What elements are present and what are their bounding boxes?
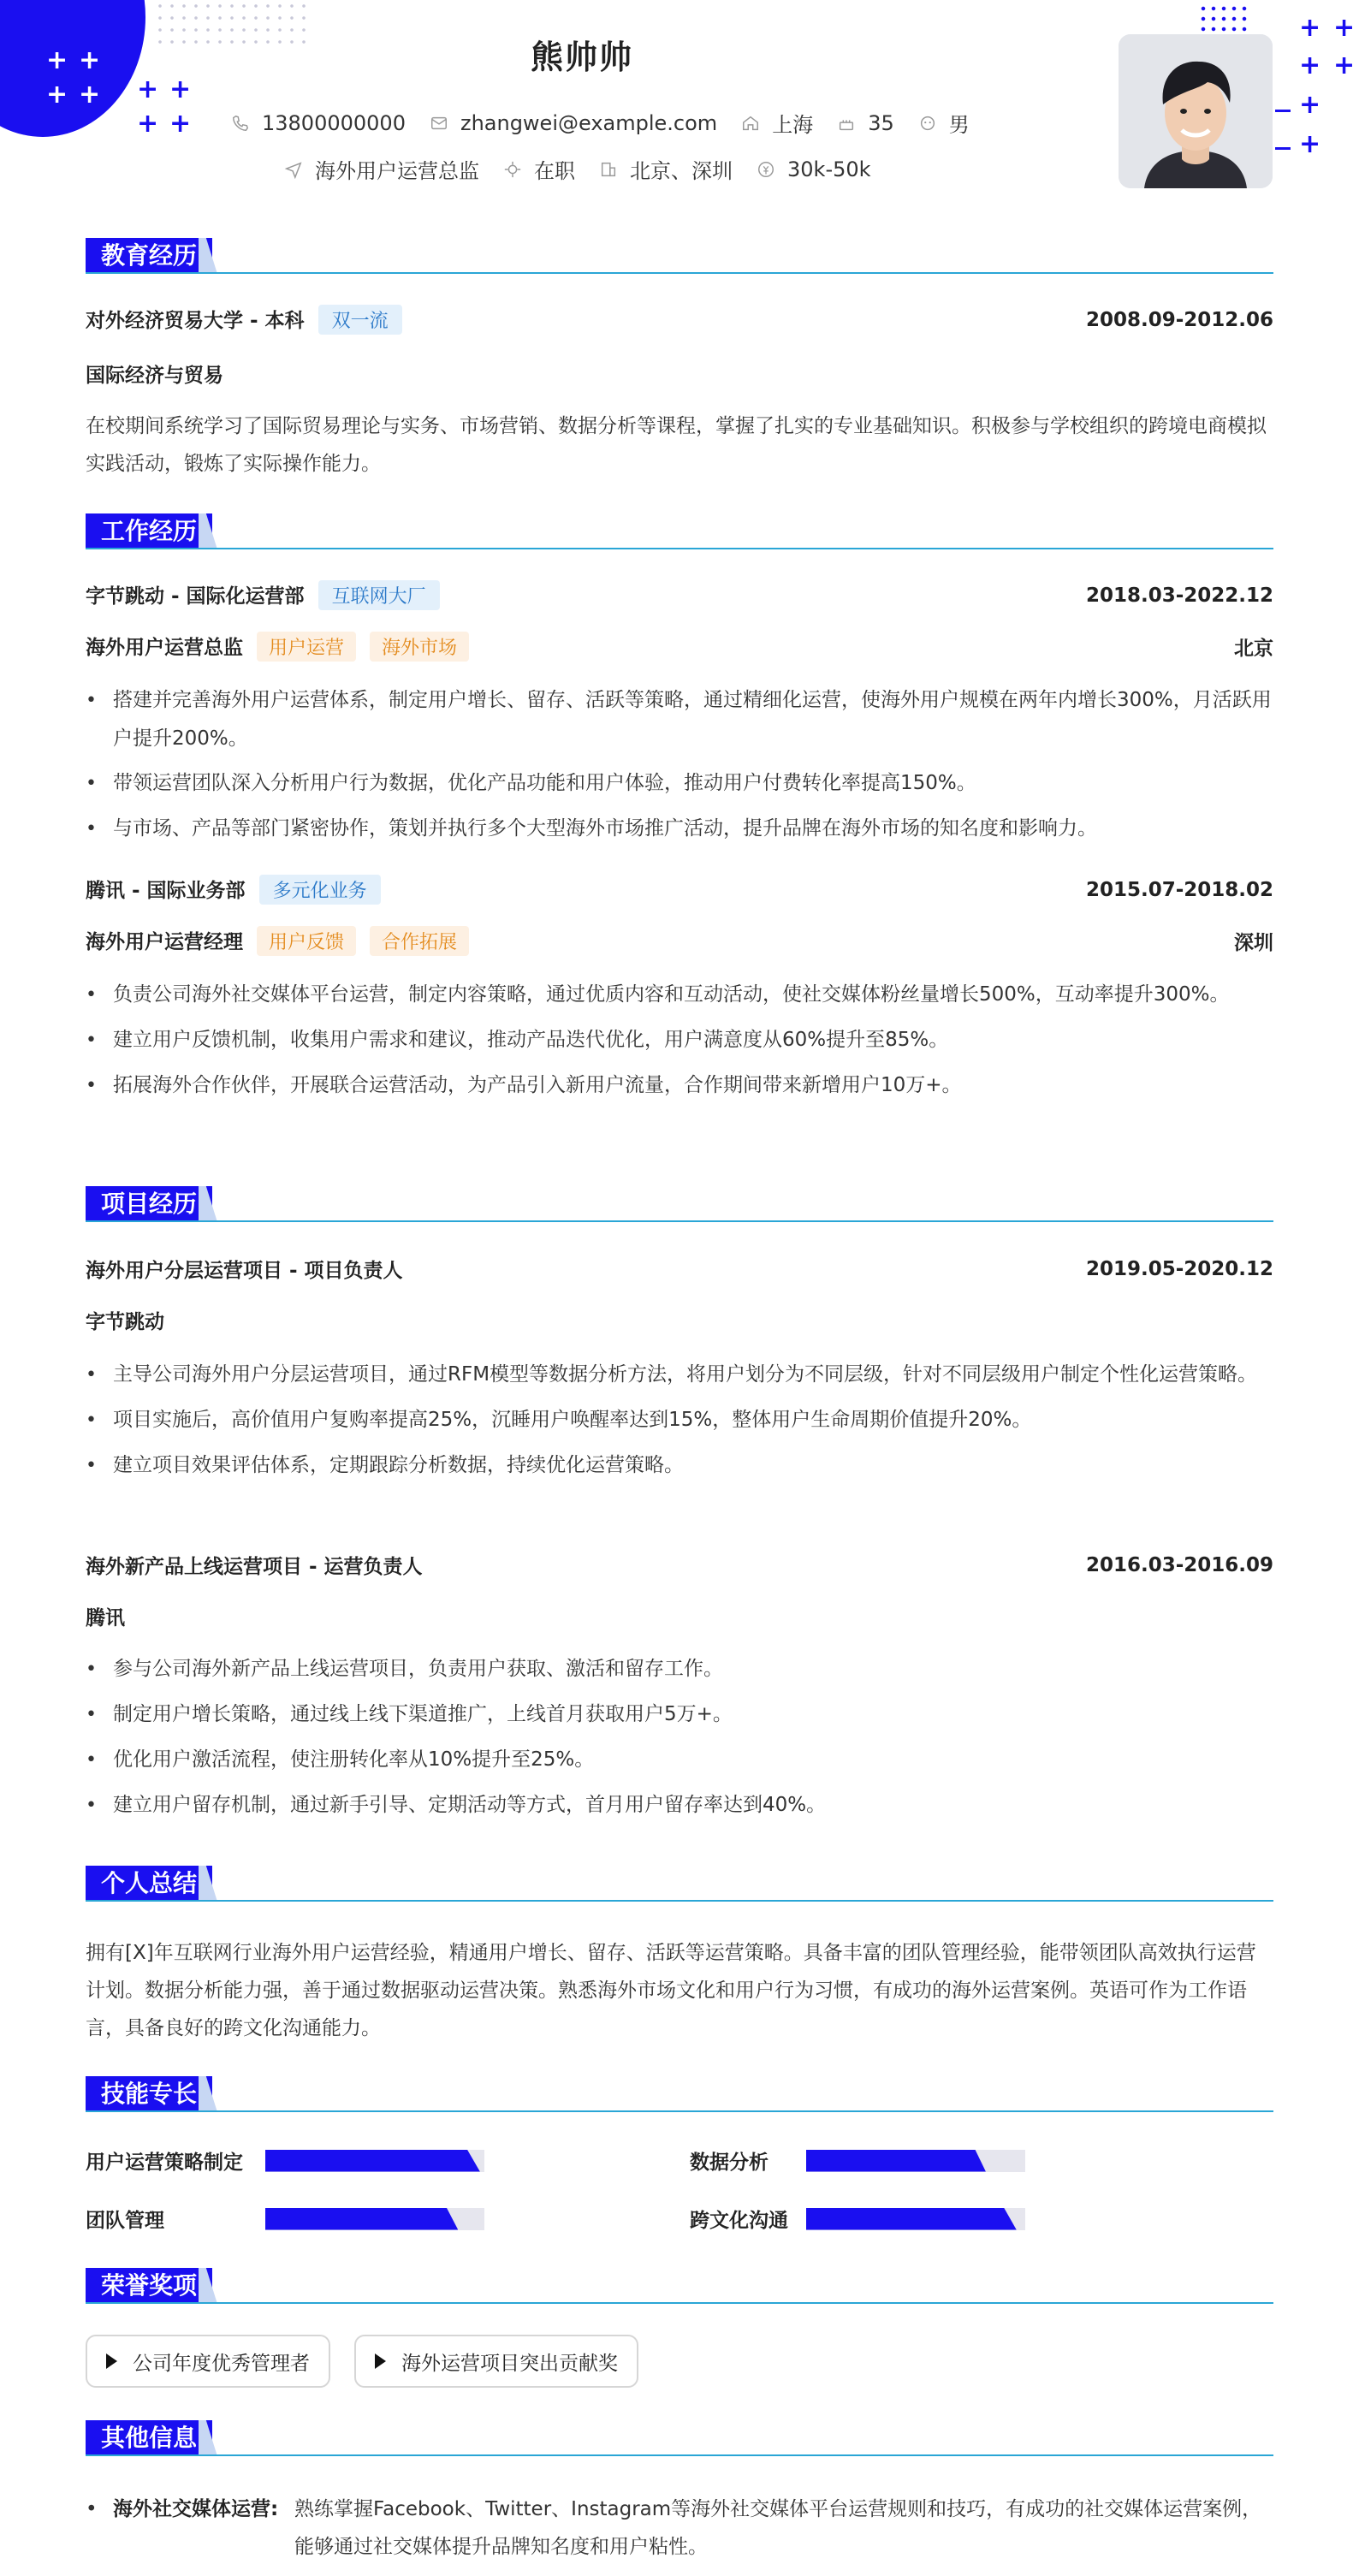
project-bullets	[86, 1356, 1273, 1492]
play-icon	[106, 2353, 117, 2369]
skill-bar	[806, 2150, 1025, 2172]
list-item: • 搭建并完善海外用户运营体系，制定用户增长、留存、活跃等策略，通过精细化运营，使海外用户规模在两年内增长300%，月活跃用户提升200%。	[86, 681, 1273, 757]
company-name: 腾讯 - 国际业务部	[86, 880, 246, 902]
plus-icon: +	[137, 109, 159, 139]
award-text: 海外运营项目突出贡献奖	[401, 2352, 618, 2375]
plus-icon: +	[1299, 129, 1321, 159]
job-location: 深圳	[1234, 932, 1273, 954]
section-rule	[86, 1900, 1273, 1902]
section-skills	[86, 2076, 1273, 2112]
job-tag: 合作拓展	[370, 926, 469, 956]
list-item: • 优化用户激活流程，使注册转化率从10%提升至25%。	[86, 1741, 1273, 1779]
dot-pattern	[1198, 3, 1249, 38]
position-text: 海外用户运营总监	[315, 159, 479, 183]
list-item: • 建立用户留存机制，通过新手引导、定期活动等方式，首月用户留存率达到40%。	[86, 1786, 1273, 1825]
project-name: 海外用户分层运营项目 - 项目负责人	[86, 1260, 403, 1282]
section-projects	[86, 1186, 1273, 1222]
company-line	[86, 875, 381, 905]
job-position: 海外用户运营总监	[86, 637, 243, 659]
major: 国际经济与贸易	[86, 365, 223, 387]
job-tag: 用户运营	[257, 632, 356, 662]
job-date: 2015.07-2018.02	[1085, 878, 1273, 901]
position-item	[284, 154, 479, 184]
skill-bar	[265, 2150, 484, 2172]
award-item	[354, 2335, 638, 2388]
school-tag: 双一流	[318, 305, 402, 335]
dash-decoration	[1275, 110, 1291, 112]
play-icon	[375, 2353, 386, 2369]
plus-icon: +	[1299, 50, 1321, 80]
award-text: 公司年度优秀管理者	[133, 2352, 310, 2375]
job-tag: 用户反馈	[257, 926, 356, 956]
skill-item	[690, 2205, 1025, 2233]
project-org: 字节跳动	[86, 1311, 164, 1333]
section-title-skills: 技能专长	[86, 2076, 212, 2112]
plus-icon: +	[1333, 13, 1356, 43]
home-icon	[741, 114, 760, 133]
gender-text: 男	[948, 113, 970, 137]
skill-name: 团队管理	[86, 2210, 164, 2232]
section-title-other: 其他信息	[86, 2420, 212, 2456]
job-header	[86, 875, 1273, 905]
section-awards	[86, 2268, 1273, 2304]
status-icon	[503, 160, 522, 179]
project-name: 海外新产品上线运营项目 - 运营负责人	[86, 1556, 423, 1578]
job-position-row	[86, 926, 1273, 956]
plus-icon: +	[137, 74, 159, 104]
project-org: 腾讯	[86, 1607, 125, 1629]
job-header	[86, 580, 1273, 610]
building-icon	[599, 160, 618, 179]
dash-decoration	[1275, 147, 1291, 150]
list-item: • 建立用户反馈机制，收集用户需求和建议，推动产品迭代优化，用户满意度从60%提升至85%。	[86, 1021, 1273, 1059]
plus-icon: +	[79, 80, 101, 110]
skill-item	[86, 2205, 484, 2233]
section-rule	[86, 2302, 1273, 2304]
skill-name: 跨文化沟通	[690, 2210, 788, 2232]
company-tag: 互联网大厂	[318, 580, 440, 610]
salary-text: 30k-50k	[787, 157, 871, 181]
salary-item	[757, 157, 871, 181]
candidate-name: 熊帅帅	[530, 39, 633, 76]
section-title-projects: 项目经历	[86, 1186, 212, 1222]
project-bullets	[86, 1650, 1273, 1831]
plus-icon: +	[79, 45, 101, 75]
other-item	[86, 2490, 1273, 2566]
bullet: •	[86, 2498, 98, 2520]
send-icon	[284, 160, 303, 179]
major-row	[86, 359, 1273, 388]
award-item	[86, 2335, 330, 2388]
section-rule	[86, 2110, 1273, 2112]
skill-bar-fill	[806, 2208, 1017, 2230]
list-item: • 负责公司海外社交媒体平台运营，制定内容策略，通过优质内容和互动活动，使社交媒体粉丝量增长500%，互动率提升300%。	[86, 976, 1273, 1014]
city-text: 上海	[772, 113, 814, 137]
avatar-illustration	[1119, 34, 1273, 188]
list-item: • 拓展海外合作伙伴，开展联合运营活动，为产品引入新用户流量，合作期间带来新增用户10万+。	[86, 1066, 1273, 1105]
summary-text: 拥有[X]年互联网行业海外用户运营经验，精通用户增长、留存、活跃等运营策略。具备丰富的团队管理经验，能带领团队高效执行运营计划。数据分析能力强，善于通过数据驱动运营决策。熟悉海外市场文化和用户行为习惯，有成功的海外运营案例。英语可作为工作语言，具备良好的跨文化沟通能力。	[86, 1942, 1256, 2039]
gender-icon	[918, 114, 937, 133]
job-tag: 海外市场	[370, 632, 469, 662]
list-item: • 制定用户增长策略，通过线上线下渠道推广，上线首月获取用户5万+。	[86, 1695, 1273, 1734]
cities-item	[599, 154, 733, 184]
company-line	[86, 580, 440, 610]
section-other	[86, 2420, 1273, 2456]
skill-name: 数据分析	[690, 2152, 769, 2174]
skill-item	[690, 2146, 1025, 2175]
education-date: 2008.09-2012.06	[1085, 308, 1273, 331]
mail-icon	[430, 114, 448, 133]
list-item: • 与市场、产品等部门紧密协作，策划并执行多个大型海外市场推广活动，提升品牌在海外市场的知名度和影响力。	[86, 810, 1273, 848]
plus-icon: +	[169, 109, 192, 139]
section-summary	[86, 1866, 1273, 1902]
city-item	[741, 108, 813, 138]
list-item: • 主导公司海外用户分层运营项目，通过RFM模型等数据分析方法，将用户划分为不同层级，针对不同层级用户制定个性化运营策略。	[86, 1356, 1273, 1394]
skill-bar-fill	[265, 2208, 458, 2230]
list-item: • 参与公司海外新产品上线运营项目，负责用户获取、激活和留存工作。	[86, 1650, 1273, 1689]
email-text: zhangwei@example.com	[460, 110, 718, 135]
project-header	[86, 1551, 1273, 1579]
section-work	[86, 513, 1273, 549]
section-rule	[86, 272, 1273, 274]
school-line	[86, 305, 402, 335]
salary-icon	[757, 160, 775, 179]
company-name: 字节跳动 - 国际化运营部	[86, 585, 305, 608]
job-bullets	[86, 681, 1273, 855]
project-header	[86, 1255, 1273, 1283]
skill-bar	[806, 2208, 1025, 2230]
status-item	[503, 154, 575, 184]
project-date: 2019.05-2020.12	[1085, 1257, 1273, 1280]
project-org-row	[86, 1306, 1273, 1334]
section-title-education: 教育经历	[86, 238, 212, 274]
plus-icon: +	[1299, 90, 1321, 120]
age-item	[837, 111, 894, 135]
education-header	[86, 305, 1273, 335]
job-location: 北京	[1234, 638, 1273, 660]
section-rule	[86, 548, 1273, 549]
position-line	[86, 632, 469, 662]
plus-icon: +	[1333, 50, 1356, 80]
other-text: 熟练掌握Facebook、Twitter、Instagram等海外社交媒体平台运营规则和技巧，有成功的社交媒体运营案例，能够通过社交媒体提升品牌知名度和用户粘性。	[294, 2498, 1262, 2558]
section-rule	[86, 1220, 1273, 1222]
plus-icon: +	[46, 45, 68, 75]
list-item: • 建立项目效果评估体系，定期跟踪分析数据，持续优化运营策略。	[86, 1446, 1273, 1485]
section-title-summary: 个人总结	[86, 1866, 212, 1902]
skill-bar-fill	[806, 2150, 986, 2172]
skill-item	[86, 2146, 484, 2175]
list-item: • 项目实施后，高价值用户复购率提高25%，沉睡用户唤醒率达到15%，整体用户生命周期价值提升20%。	[86, 1401, 1273, 1439]
job-position: 海外用户运营经理	[86, 931, 243, 953]
phone-item	[231, 111, 406, 135]
project-org-row	[86, 1602, 1273, 1630]
plus-icon: +	[46, 80, 68, 110]
position-line	[86, 926, 469, 956]
other-label: 海外社交媒体运营:	[113, 2498, 279, 2520]
company-tag: 多元化业务	[259, 875, 381, 905]
intention-row	[284, 154, 895, 184]
job-position-row	[86, 632, 1273, 662]
school-name: 对外经济贸易大学 - 本科	[86, 310, 305, 332]
profile-photo	[1119, 34, 1273, 188]
phone-icon	[231, 114, 250, 133]
education-description: 在校期间系统学习了国际贸易理论与实务、市场营销、数据分析等课程，掌握了扎实的专业基础知识。积极参与学校组织的跨境电商模拟实践活动，锻炼了实际操作能力。	[86, 415, 1267, 475]
plus-icon: +	[1299, 13, 1321, 43]
section-title-awards: 荣誉奖项	[86, 2268, 212, 2304]
project-date: 2016.03-2016.09	[1085, 1553, 1273, 1576]
section-education	[86, 238, 1273, 274]
cities-text: 北京、深圳	[630, 159, 733, 183]
section-rule	[86, 2454, 1273, 2456]
job-bullets	[86, 976, 1273, 1112]
status-text: 在职	[534, 159, 575, 183]
list-item: • 带领运营团队深入分析用户行为数据，优化产品功能和用户体验，推动用户付费转化率提高150%。	[86, 764, 1273, 803]
skill-bar-fill	[265, 2150, 480, 2172]
skill-bar	[265, 2208, 484, 2230]
age-text: 35	[868, 110, 894, 135]
email-item	[430, 111, 717, 135]
phone-text: 13800000000	[262, 110, 406, 135]
job-date: 2018.03-2022.12	[1085, 584, 1273, 607]
gender-item	[918, 108, 970, 138]
section-title-work: 工作经历	[86, 513, 212, 549]
skill-name: 用户运营策略制定	[86, 2152, 243, 2174]
age-icon	[837, 114, 856, 133]
plus-icon: +	[169, 74, 192, 104]
contact-row	[231, 108, 994, 138]
